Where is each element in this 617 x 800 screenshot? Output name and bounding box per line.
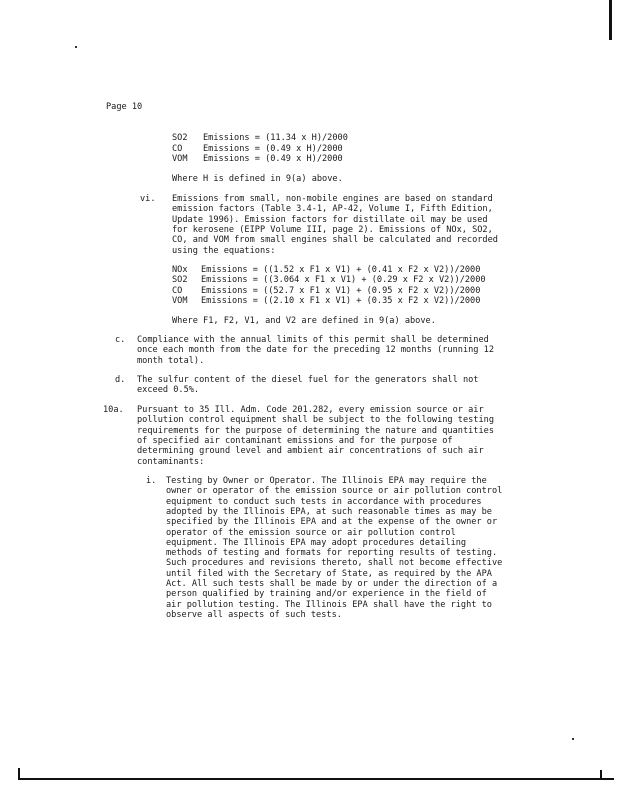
- text-line: Testing by Owner or Operator. The Illinois EPA may require the: [166, 476, 487, 486]
- equation-expression: Emissions = ((52.7 x F1 x V1) + (0.95 x F2 x V2))/2000: [201, 285, 481, 296]
- text-line: once each month from the date for the preceding 12 months (running 12: [137, 345, 494, 356]
- equation-row: [172, 296, 480, 306]
- text-line: operator of the emission source or air pollution control: [166, 527, 456, 538]
- text-line: CO, and VOM from small engines shall be calculated and recorded: [172, 235, 498, 246]
- scan-speck: [75, 46, 77, 48]
- equation-row: [172, 133, 348, 143]
- text-line: adopted by the Illinois EPA, at such reasonable times as may be: [166, 506, 492, 517]
- equation-row: [172, 144, 343, 154]
- equation-expression: Emissions = (11.34 x H)/2000: [203, 133, 348, 143]
- equation-label: VOM: [172, 295, 188, 306]
- text-line: person qualified by training and/or experience in the field of: [166, 589, 487, 600]
- text-line: Emissions from small, non-mobile engines are based on standard: [172, 194, 493, 204]
- item-10a-marker: 10a.: [103, 405, 124, 415]
- text-line: Compliance with the annual limits of this permit shall be determined: [137, 335, 489, 345]
- text-line: Act. All such tests shall be made by or under the direction of a: [166, 579, 498, 589]
- text-line: pollution control equipment shall be subject to the following testing: [137, 415, 494, 426]
- item-d-marker: d.: [115, 375, 126, 385]
- equation-expression: Emissions = (0.49 x H)/2000: [203, 143, 343, 154]
- text-line: of specified air contaminant emissions and for the purpose of: [137, 435, 453, 446]
- page-bottom-rule: [18, 778, 614, 780]
- equation-expression: Emissions = ((1.52 x F1 x V1) + (0.41 x F2 x V2))/2000: [201, 265, 481, 275]
- text-line: until filed with the Secretary of State, as required by the APA: [166, 568, 492, 579]
- text-line: Pursuant to 35 Ill. Adm. Code 201.282, every emission source or air: [137, 405, 484, 415]
- text-line: month total).: [137, 355, 205, 366]
- text-line: air pollution testing. The Illinois EPA shall have the right to: [166, 599, 492, 610]
- equation-label: CO: [172, 143, 183, 154]
- equation-row: [172, 154, 343, 164]
- text-line: methods of testing and formats for reporting results of testing.: [166, 548, 498, 559]
- scan-speck: [572, 738, 574, 740]
- text-line: exceed 0.5%.: [137, 385, 200, 396]
- where-h-note: Where H is defined in 9(a) above.: [172, 174, 343, 184]
- equation-expression: Emissions = (0.49 x H)/2000: [203, 154, 343, 164]
- item-vi-marker: vi.: [140, 194, 156, 204]
- scan-edge-mark: [609, 0, 612, 40]
- text-line: specified by the Illinois EPA and at the expense of the owner or: [166, 517, 498, 528]
- item-i-marker: i.: [146, 476, 157, 486]
- equation-label: SO2: [172, 133, 188, 143]
- text-line: for kerosene (EIPP Volume III, page 2). Emissions of NOx, SO2,: [172, 224, 493, 235]
- page-corner-mark: [600, 770, 602, 780]
- equation-label: NOx: [172, 265, 188, 275]
- equation-expression: Emissions = ((2.10 x F1 x V1) + (0.35 x F2 x V2))/2000: [201, 295, 481, 306]
- text-line: contaminants:: [137, 456, 205, 467]
- equation-label: SO2: [172, 275, 188, 286]
- text-line: equipment to conduct such tests in accordance with procedures: [166, 496, 482, 507]
- page-corner-mark: [18, 768, 20, 780]
- equation-row: [172, 265, 480, 275]
- text-line: observe all aspects of such tests.: [166, 609, 342, 620]
- text-line: requirements for the purpose of determining the nature and quantities: [137, 425, 494, 436]
- equation-expression: Emissions = ((3.064 x F1 x V1) + (0.29 x F2 x V2))/2000: [201, 275, 486, 286]
- item-vi-where: Where F1, F2, V1, and V2 are defined in 9(a) above.: [172, 316, 436, 326]
- equation-label: CO: [172, 285, 183, 296]
- item-c-marker: c.: [115, 335, 126, 345]
- text-line: emission factors (Table 3.4-1, AP-42, Volume I, Fifth Edition,: [172, 204, 493, 215]
- equation-row: [172, 286, 480, 296]
- text-line: Update 1996). Emission factors for distillate oil may be used: [172, 214, 488, 225]
- text-line: Such procedures and revisions thereto, shall not become effective: [166, 558, 503, 569]
- page-header: Page 10: [106, 102, 143, 112]
- text-line: determining ground level and ambient air concentrations of such air: [137, 446, 484, 457]
- text-line: owner or operator of the emission source or air pollution control: [166, 486, 503, 497]
- text-line: The sulfur content of the diesel fuel for the generators shall not: [137, 375, 479, 385]
- equation-row: [172, 275, 486, 285]
- text-line: equipment. The Illinois EPA may adopt procedures detailing: [166, 537, 467, 548]
- text-line: using the equations:: [172, 245, 276, 256]
- equation-label: VOM: [172, 154, 188, 164]
